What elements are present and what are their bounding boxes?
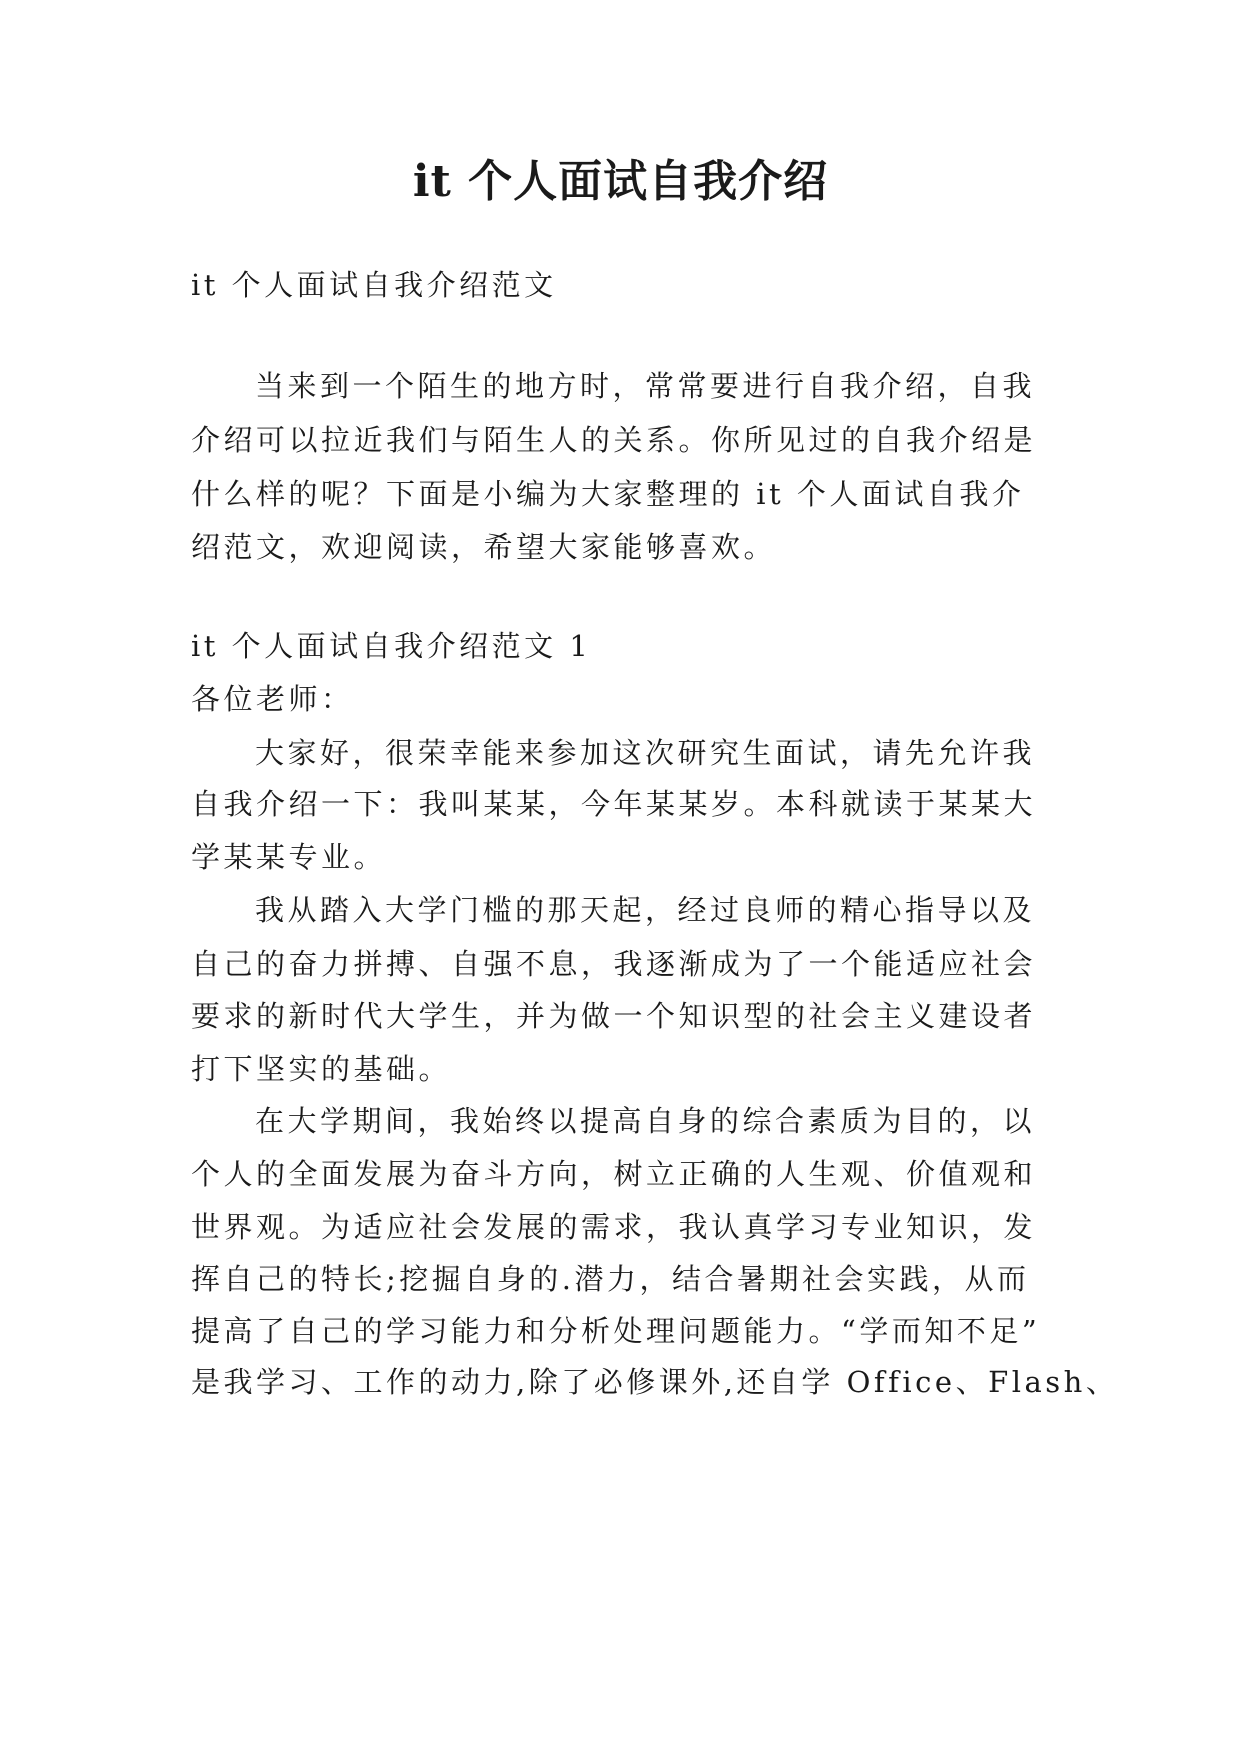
- paragraph-line: 自己的奋力拼搏、自强不息，我逐渐成为了一个能适应社会: [191, 947, 1037, 981]
- paragraph-line: 介绍可以拉近我们与陌生人的关系。你所见过的自我介绍是: [191, 423, 1037, 457]
- paragraph-line: 当来到一个陌生的地方时，常常要进行自我介绍，自我: [255, 369, 1036, 403]
- document-subtitle: it 个人面试自我介绍范文: [191, 268, 557, 302]
- paragraph-line: 自我介绍一下：我叫某某，今年某某岁。本科就读于某某大: [191, 787, 1037, 821]
- paragraph-line: 我从踏入大学门槛的那天起，经过良师的精心指导以及: [255, 893, 1036, 927]
- paragraph-line: 在大学期间，我始终以提高自身的综合素质为目的，以: [255, 1104, 1036, 1138]
- paragraph-line: 什么样的呢？下面是小编为大家整理的 it 个人面试自我介: [191, 477, 1025, 511]
- salutation: 各位老师：: [191, 682, 354, 716]
- paragraph-line: 是我学习、工作的动力,除了必修课外,还自学 Office、Flash、: [191, 1365, 1119, 1399]
- paragraph-line: 挥自己的特长;挖掘自身的.潜力，结合暑期社会实践，从而: [191, 1262, 1030, 1296]
- paragraph-line: 世界观。为适应社会发展的需求，我认真学习专业知识，发: [191, 1210, 1037, 1244]
- paragraph-line: 大家好，很荣幸能来参加这次研究生面试，请先允许我: [255, 736, 1036, 770]
- paragraph-line: 提高了自己的学习能力和分析处理问题能力。“学而知不足”: [191, 1314, 1041, 1348]
- paragraph-line: 学某某专业。: [191, 840, 387, 874]
- paragraph-line: 要求的新时代大学生，并为做一个知识型的社会主义建设者: [191, 999, 1037, 1033]
- section-heading: it 个人面试自我介绍范文 1: [191, 629, 592, 663]
- document-title: it 个人面试自我介绍: [412, 156, 829, 207]
- paragraph-line: 绍范文，欢迎阅读，希望大家能够喜欢。: [191, 530, 777, 564]
- paragraph-line: 个人的全面发展为奋斗方向，树立正确的人生观、价值观和: [191, 1157, 1037, 1191]
- paragraph-line: 打下坚实的基础。: [191, 1052, 452, 1086]
